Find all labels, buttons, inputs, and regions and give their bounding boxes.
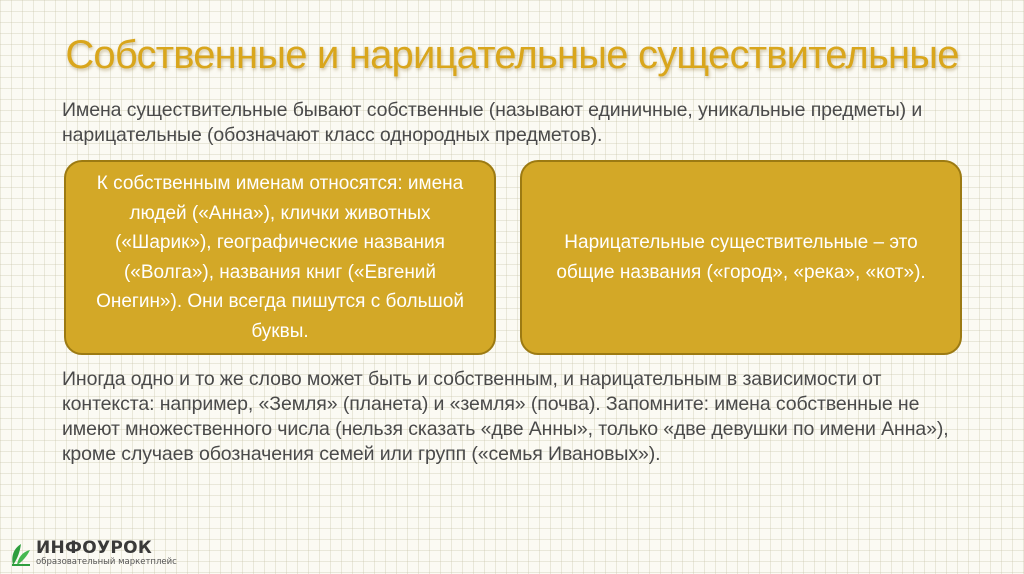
intro-paragraph: Имена существительные бывают собственные (называют единичные, уникальные предметы) и нарицательные (обозначают класс однородных предметов). xyxy=(62,99,923,146)
common-nouns-text: Нарицательные существительные – это общие названия («город», «река», «кот»). xyxy=(556,232,926,283)
slide-title: Собственные и нарицательные существительные xyxy=(65,33,959,77)
logo-name: ИНФОУРОК xyxy=(36,538,153,558)
infourok-logo[interactable] xyxy=(9,539,177,568)
proper-nouns-text: К собственным именам относятся: имена людей («Анна»), клички животных («Шарик»), географические названия («Волга»), названия книг («Евгений Онегин»). Они всегда пишутся с большой буквы. xyxy=(96,173,464,342)
common-nouns-box xyxy=(520,160,962,355)
infourok-leaf-icon xyxy=(9,541,33,567)
logo-tagline: образовательный маркетплейс xyxy=(36,557,177,567)
outro-paragraph: Иногда одно и то же слово может быть и собственным, и нарицательным в зависимости от контекста: например, «Земля» (планета) и «земля» (почва). Запомните: имена собственные не имеют множественного числа (нельзя сказать «две Анны», только «две девушки по имени Анна»), кроме случаев обозначения семей или групп («семья Ивановых»). xyxy=(62,368,949,465)
proper-nouns-box xyxy=(64,160,496,355)
